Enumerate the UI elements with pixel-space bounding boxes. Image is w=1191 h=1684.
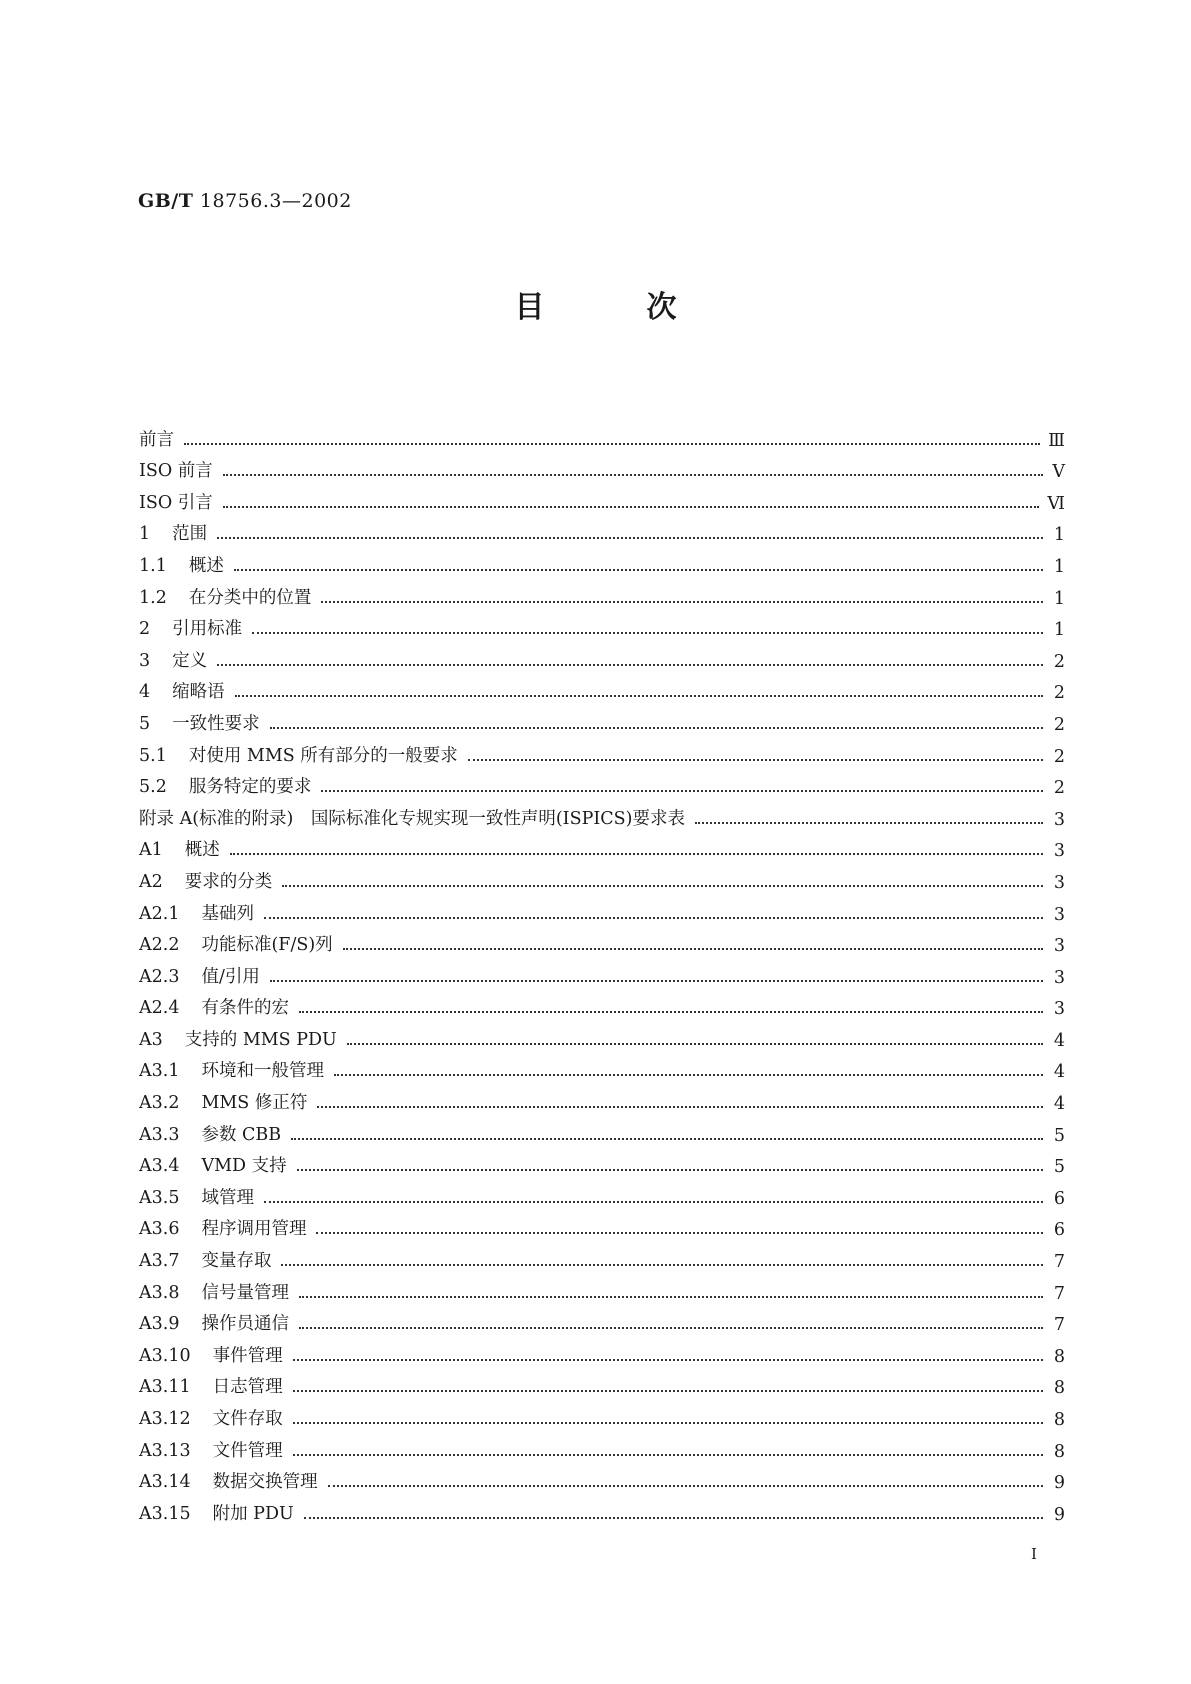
toc-entry[interactable]: [139, 1304, 1065, 1336]
toc-entry-page: Ⅲ: [1048, 430, 1065, 451]
toc-entry[interactable]: [139, 1493, 1065, 1525]
toc-entry-label: [139, 1184, 254, 1209]
toc-leader-dots: [270, 727, 1043, 729]
title-char-2: 次: [646, 290, 677, 325]
toc-entry-number: A3.7: [139, 1251, 180, 1272]
toc-entry[interactable]: [139, 988, 1065, 1020]
toc-entry[interactable]: [139, 1019, 1065, 1051]
toc-entry[interactable]: [139, 451, 1065, 483]
toc-entry[interactable]: [139, 1051, 1065, 1083]
toc-entry-text: 日志管理: [212, 1377, 283, 1398]
toc-entry-number: A3.10: [139, 1345, 191, 1366]
toc-entry[interactable]: [139, 640, 1065, 672]
toc-entry-page: 8: [1053, 1378, 1065, 1399]
toc-entry-label: [139, 1373, 283, 1398]
toc-entry-label: [139, 963, 260, 988]
toc-entry-text: 概述: [188, 555, 224, 576]
toc-entry-text: 基础列: [201, 903, 254, 924]
toc-leader-dots: [252, 632, 1043, 634]
toc-entry-label: [139, 1437, 283, 1462]
toc-entry-page: 2: [1053, 683, 1065, 704]
toc-entry[interactable]: [139, 577, 1065, 609]
toc-entry[interactable]: [139, 609, 1065, 641]
toc-leader-dots: [270, 980, 1043, 982]
toc-leader-dots: [235, 695, 1043, 697]
toc-entry-number: A3.13: [139, 1440, 191, 1461]
toc-entry-number: A3.15: [139, 1503, 191, 1524]
toc-entry-label: [139, 742, 458, 767]
toc-entry-text: 在分类中的位置: [188, 587, 312, 608]
toc-entry-page: 3: [1053, 999, 1065, 1020]
toc-entry-label: [139, 1405, 283, 1430]
toc-entry-label: [139, 552, 224, 577]
toc-entry[interactable]: [139, 1272, 1065, 1304]
toc-entry-page: 4: [1053, 1094, 1065, 1115]
toc-leader-dots: [293, 1390, 1043, 1392]
toc-entry-number: 5: [139, 713, 151, 734]
toc-entry-number: A3.9: [139, 1314, 180, 1335]
toc-entry-text: 信号量管理: [201, 1282, 289, 1303]
toc-entry-text: 功能标准(F/S)列: [201, 935, 333, 956]
toc-entry-number: 5.2: [139, 777, 167, 798]
toc-entry-page: 3: [1053, 904, 1065, 925]
toc-entry-number: A3.6: [139, 1219, 180, 1240]
toc-entry-page: Ⅵ: [1047, 493, 1065, 514]
toc-leader-dots: [316, 1232, 1043, 1234]
toc-entry-number: A3.12: [139, 1409, 191, 1429]
toc-entry[interactable]: [139, 1335, 1065, 1367]
toc-entry-page: 7: [1053, 1315, 1065, 1336]
toc-entry-label: [139, 489, 213, 514]
toc-entry-page: 9: [1053, 1473, 1065, 1494]
toc-entry-label: [139, 615, 242, 640]
toc-entry-page: 3: [1053, 872, 1065, 893]
toc-entry-page: 1: [1053, 525, 1065, 546]
toc-entry-text: 值/引用: [201, 966, 260, 987]
toc-leader-dots: [293, 1359, 1043, 1361]
toc-entry-number: 4: [139, 682, 151, 703]
toc-entry-number: A3.4: [139, 1156, 180, 1177]
toc-entry-text: 概述: [184, 840, 220, 861]
toc-entry-page: 3: [1053, 967, 1065, 988]
toc-entry-page: 5: [1053, 1157, 1065, 1178]
toc-entry-page: 3: [1053, 841, 1065, 862]
toc-entry-text: 一致性要求: [172, 713, 260, 734]
toc-entry-label: [139, 1152, 287, 1177]
toc-entry[interactable]: [139, 703, 1065, 735]
toc-entry-page: 1: [1053, 588, 1065, 609]
toc-leader-dots: [299, 1011, 1043, 1013]
toc-leader-dots: [347, 1043, 1043, 1045]
toc-entry-label: [139, 584, 311, 609]
toc-entry-number: A2.2: [139, 935, 180, 956]
toc-entry-number: 3: [139, 650, 151, 671]
toc-entry-label: [139, 1468, 318, 1493]
toc-leader-dots: [343, 948, 1043, 950]
toc-entry-page: 7: [1053, 1252, 1065, 1273]
title-char-1: 目: [514, 290, 545, 325]
toc-entry-label: [139, 678, 225, 703]
toc-entry-label: [139, 1089, 307, 1114]
toc-entry-label: [139, 520, 207, 545]
toc-entry-text: 对使用 MMS 所有部分的一般要求: [188, 745, 458, 766]
standard-code-header: [138, 190, 352, 212]
toc-entry-number: A2.1: [139, 903, 180, 924]
toc-entry-text: 范围: [172, 524, 208, 545]
toc-entry-label: [139, 426, 174, 451]
toc-entry-label: [139, 647, 207, 672]
toc-entry-text: VMD 支持: [201, 1156, 287, 1177]
toc-entry[interactable]: [139, 545, 1065, 577]
toc-entry[interactable]: [139, 1114, 1065, 1146]
toc-entry[interactable]: [139, 830, 1065, 862]
toc-entry-page: 6: [1053, 1220, 1065, 1241]
toc-entry-text: 程序调用管理: [201, 1219, 307, 1240]
toc-entry-number: A3.2: [139, 1093, 180, 1114]
toc-entry-page: 2: [1053, 778, 1065, 799]
toc-entry-text: 事件管理: [212, 1345, 283, 1366]
toc-entry-label: [139, 1215, 306, 1240]
toc-entry-text: 文件存取: [212, 1409, 283, 1429]
toc-entry-text: 引用标准: [172, 619, 243, 640]
toc-entry[interactable]: [139, 735, 1065, 767]
toc-entry-page: 8: [1053, 1410, 1065, 1430]
toc-entry-number: A3.1: [139, 1061, 180, 1082]
toc-leader-dots: [321, 790, 1043, 792]
toc-entry[interactable]: [139, 1462, 1065, 1494]
toc-entry[interactable]: [139, 514, 1065, 546]
toc-entry-number: 2: [139, 619, 151, 640]
toc-entry-page: 4: [1053, 1030, 1065, 1051]
toc-entry-number: A3.14: [139, 1472, 191, 1493]
toc-entry-text: 服务特定的要求: [188, 777, 312, 798]
toc-entry-label: [139, 868, 272, 893]
toc-entry-text: 附录 A(标准的附录) 国际标准化专规实现一致性声明(ISPICS)要求表: [139, 808, 685, 829]
page-title: [0, 282, 1191, 326]
toc-entry[interactable]: [139, 925, 1065, 957]
toc-entry-number: 5.1: [139, 745, 167, 766]
toc-entry[interactable]: [139, 798, 1065, 830]
toc-leader-dots: [264, 917, 1043, 919]
toc-leader-dots: [291, 1138, 1043, 1140]
toc-entry-label: [139, 1121, 281, 1146]
toc-leader-dots: [217, 664, 1043, 666]
toc-entry[interactable]: [139, 1146, 1065, 1178]
toc-entry-number: A3: [139, 1029, 163, 1050]
toc-leader-dots: [282, 885, 1043, 887]
toc-leader-dots: [328, 1485, 1043, 1487]
toc-entry-number: A2: [139, 871, 163, 892]
toc-leader-dots: [281, 1264, 1043, 1266]
toc-entry-label: [139, 900, 254, 925]
toc-entry-text: 附加 PDU: [212, 1503, 294, 1524]
toc-entry-text: 支持的 MMS PDU: [184, 1029, 337, 1050]
toc-entry[interactable]: [139, 956, 1065, 988]
toc-entry-page: 3: [1053, 936, 1065, 957]
toc-entry-page: 8: [1053, 1441, 1065, 1462]
toc-entry-text: MMS 修正符: [201, 1093, 308, 1114]
toc-entry-page: 1: [1053, 620, 1065, 641]
toc-entry-number: A3.8: [139, 1282, 180, 1303]
toc-entry-text: 有条件的宏: [201, 998, 289, 1019]
toc-entry-page: 1: [1053, 556, 1065, 577]
toc-entry-text: 域管理: [201, 1187, 254, 1208]
toc-entry-number: A3.11: [139, 1377, 191, 1398]
toc-entry-page: 2: [1053, 651, 1065, 672]
toc-entry-page: 8: [1053, 1346, 1065, 1367]
toc-entry[interactable]: [139, 893, 1065, 925]
toc-entry-text: 要求的分类: [184, 871, 273, 892]
toc-entry-label: [139, 805, 685, 830]
toc-entry-text: 操作员通信: [201, 1314, 289, 1335]
toc-entry-label: [139, 1342, 283, 1367]
toc-leader-dots: [321, 601, 1043, 603]
toc-entry-label: [139, 457, 213, 482]
toc-entry-label: [139, 710, 260, 735]
toc-entry-number: A1: [139, 840, 163, 861]
toc-entry-label: [139, 994, 289, 1019]
toc-entry-label: [139, 836, 220, 861]
toc-entry-page: 6: [1053, 1188, 1065, 1209]
toc-entry-page: 4: [1053, 1062, 1065, 1083]
toc-entry-text: 缩略语: [172, 682, 225, 703]
toc-entry-number: A2.3: [139, 966, 180, 987]
toc-entry-number: A2.4: [139, 998, 180, 1019]
toc-leader-dots: [695, 822, 1043, 824]
toc-entry-label: [139, 773, 311, 798]
toc-leader-dots: [334, 1074, 1043, 1076]
toc-entry-label: [139, 1057, 324, 1082]
toc-leader-dots: [264, 1201, 1043, 1203]
toc-entry[interactable]: [139, 1209, 1065, 1241]
standard-number: 18756.3—2002: [199, 190, 352, 212]
standard-prefix: GB/T: [138, 190, 194, 212]
toc-entry-page: 5: [1053, 1125, 1065, 1146]
toc-entry[interactable]: [139, 1430, 1065, 1462]
toc-entry-page: 2: [1053, 714, 1065, 735]
toc-entry-text: 定义: [172, 650, 208, 671]
toc-entry-number: 1.2: [139, 587, 167, 608]
toc-leader-dots: [304, 1517, 1043, 1519]
toc-leader-dots: [217, 537, 1043, 539]
toc-entry[interactable]: [139, 767, 1065, 799]
toc-entry-label: [139, 1026, 337, 1051]
toc-leader-dots: [299, 1296, 1043, 1298]
toc-entry-text: 文件管理: [212, 1440, 283, 1461]
toc-leader-dots: [299, 1327, 1043, 1329]
toc-leader-dots: [293, 1422, 1043, 1424]
toc-entry-label: [139, 1279, 289, 1304]
toc-entry[interactable]: [139, 1398, 1065, 1430]
toc-leader-dots: [293, 1454, 1043, 1456]
toc-entry[interactable]: [139, 1367, 1065, 1399]
toc-entry-number: A3.5: [139, 1187, 180, 1208]
toc-entry[interactable]: [139, 861, 1065, 893]
toc-entry[interactable]: [139, 1082, 1065, 1114]
toc-entry-text: 变量存取: [201, 1251, 272, 1272]
toc-entry-label: [139, 931, 333, 956]
toc-entry-number: A3.3: [139, 1124, 180, 1145]
toc-entry-text: ISO 引言: [139, 492, 213, 513]
toc-entry[interactable]: [139, 672, 1065, 704]
toc-entry-number: 1: [139, 524, 151, 545]
toc-entry-text: 环境和一般管理: [201, 1061, 324, 1082]
toc-entry[interactable]: [139, 419, 1065, 451]
toc-entry-page: 2: [1053, 746, 1065, 767]
toc-entry-number: 1.1: [139, 555, 167, 576]
toc-leader-dots: [223, 474, 1043, 476]
toc-entry-text: 数据交换管理: [212, 1472, 318, 1493]
toc-entry[interactable]: [139, 482, 1065, 514]
toc-entry-label: [139, 1500, 294, 1525]
toc-leader-dots: [230, 853, 1043, 855]
toc-leader-dots: [223, 506, 1040, 508]
toc-leader-dots: [234, 569, 1043, 571]
page-number: Ⅰ: [1031, 1545, 1037, 1563]
toc-entry-text: 参数 CBB: [201, 1124, 282, 1145]
toc-entry[interactable]: [139, 1177, 1065, 1209]
toc-leader-dots: [184, 443, 1040, 445]
toc-entry-page: 7: [1053, 1283, 1065, 1304]
toc-entry-text: ISO 前言: [139, 461, 213, 482]
toc-leader-dots: [297, 1169, 1043, 1171]
toc-entry-label: [139, 1310, 289, 1335]
toc-entry-label: [139, 1247, 271, 1272]
toc-entry[interactable]: [139, 1240, 1065, 1272]
toc-entry-text: 前言: [139, 429, 174, 450]
toc-leader-dots: [317, 1106, 1043, 1108]
toc-entry-page: Ⅴ: [1052, 462, 1065, 483]
toc-entry-page: 3: [1053, 809, 1065, 830]
table-of-contents: [139, 419, 1065, 1525]
toc-leader-dots: [468, 759, 1043, 761]
toc-entry-page: 9: [1053, 1504, 1065, 1525]
